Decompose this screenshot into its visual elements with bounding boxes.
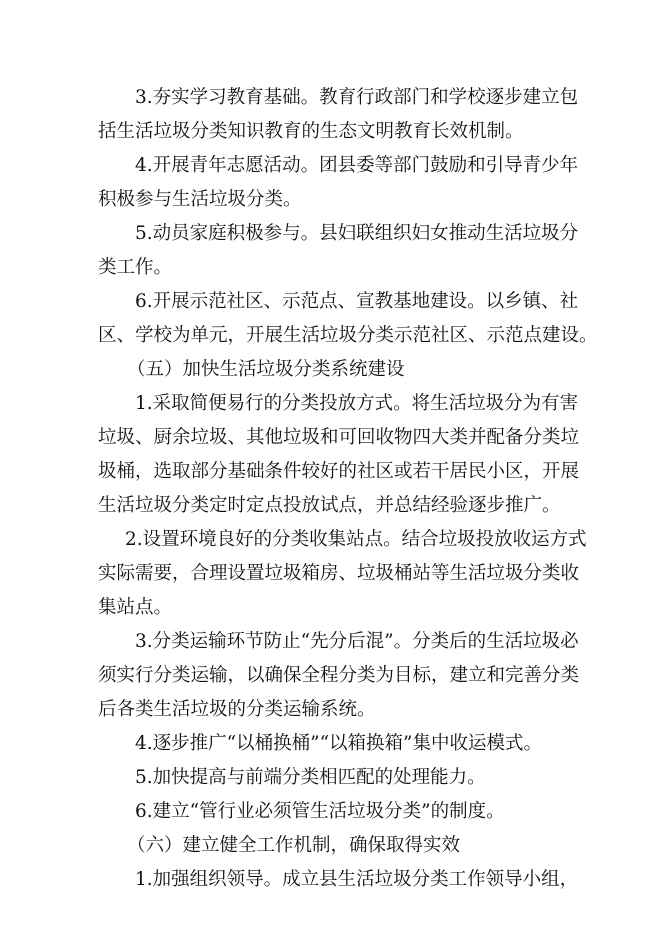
section5-item3-line-1: 3.分类运输环节防止“先分后混”。分类后的生活垃圾必 [135,631,579,652]
section5-item4: 4.逐步推广“以桶换桶”“以箱换箱”集中收运模式。 [135,733,542,754]
paragraph-5-line-2: 类工作。 [98,257,173,278]
paragraph-3-line-1: 3.夯实学习教育基础。教育行政部门和学校逐步建立包 [135,87,579,108]
section5-item3-line-3: 后各类生活垃圾的分类运输系统。 [98,699,376,720]
section5-item2-line-3: 集站点。 [98,597,173,618]
paragraph-4-line-2: 积极参与生活垃圾分类。 [98,189,302,210]
section5-item1-line-3: 圾桶，选取部分基础条件较好的社区或若干居民小区，开展 [98,461,580,482]
section5-item1-line-1: 1.采取简便易行的分类投放方式。将生活垃圾分为有害 [135,393,579,414]
section5-item3-line-2: 须实行分类运输，以确保全程分类为目标，建立和完善分类 [98,665,580,686]
paragraph-3-line-2: 括生活垃圾分类知识教育的生态文明教育长效机制。 [98,121,524,142]
section5-item1-line-4: 生活垃圾分类定时定点投放试点，并总结经验逐步推广。 [98,495,561,516]
paragraph-6-line-2: 区、学校为单元，开展生活垃圾分类示范社区、示范点建设。 [98,325,598,346]
section5-item2-line-2: 实际需要，合理设置垃圾箱房、垃圾桶站等生活垃圾分类收 [98,563,580,584]
section5-item1-line-2: 垃圾、厨余垃圾、其他垃圾和可回收物四大类并配备分类垃 [98,427,580,448]
section5-item6: 6.建立“管行业必须管生活垃圾分类”的制度。 [135,801,505,822]
section5-item5: 5.加快提高与前端分类相匹配的处理能力。 [135,767,486,788]
paragraph-4-line-1: 4.开展青年志愿活动。团县委等部门鼓励和引导青少年 [135,155,579,176]
section6-item1-line-1: 1.加强组织领导。成立县生活垃圾分类工作领导小组， [135,869,579,890]
paragraph-6-line-1: 6.开展示范社区、示范点、宣教基地建设。以乡镇、社 [135,291,579,312]
section-heading-5: （五）加快生活垃圾分类系统建设 [127,359,405,380]
paragraph-5-line-1: 5.动员家庭积极参与。县妇联组织妇女推动生活垃圾分 [135,223,579,244]
section5-item2-line-1: 2.设置环境良好的分类收集站点。结合垃圾投放收运方式 [125,529,587,550]
section-heading-6: （六）建立健全工作机制，确保取得实效 [127,835,461,856]
